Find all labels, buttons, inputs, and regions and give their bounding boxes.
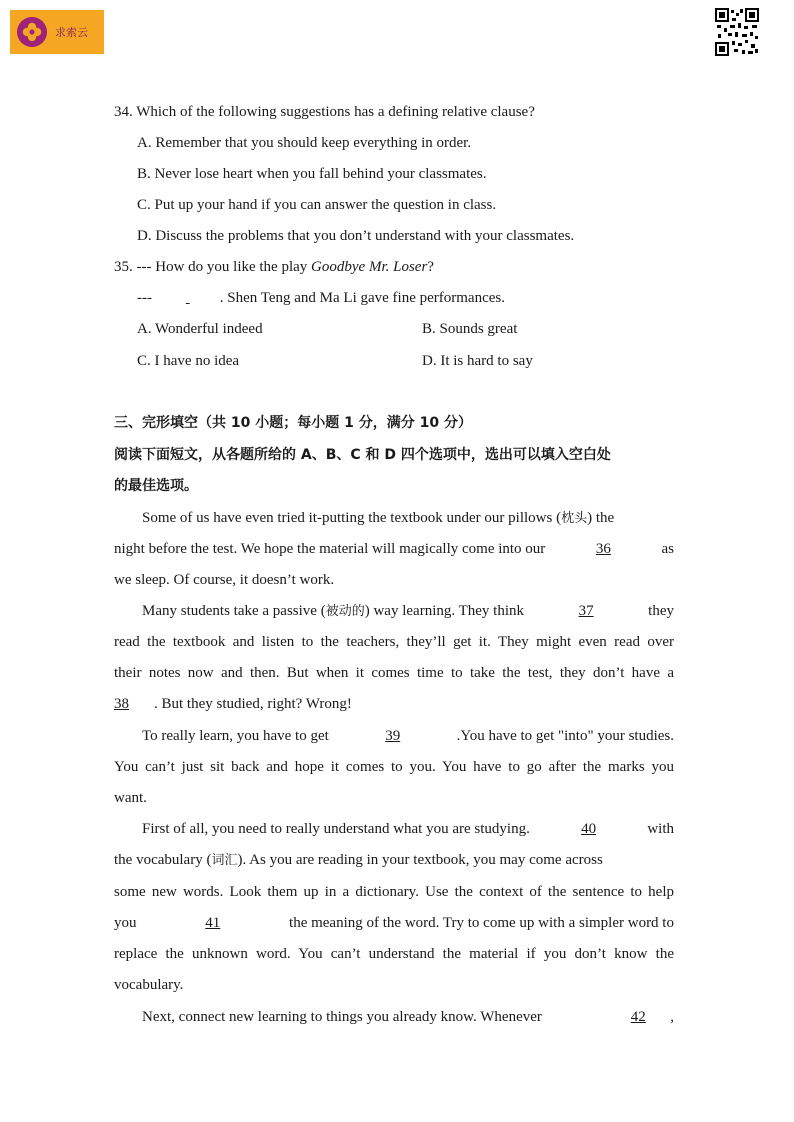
passage-p4-line1 <box>142 822 674 837</box>
q35-option-a: A. Wonderful indeed <box>137 321 263 337</box>
passage-p3-line3: want. <box>114 790 147 806</box>
p1-line1-part-a: Some of us have even tried it-putting the textbook under our pillows ( <box>142 510 562 526</box>
q35-reply-suffix: . Shen Teng and Ma Li gave fine performances. <box>219 290 505 306</box>
blank-39: 39 <box>385 728 401 744</box>
blank-40: 40 <box>581 821 597 837</box>
passage-p1-line2 <box>114 542 674 557</box>
p4-line1-text: First of all, you need to really understand what you are studying. <box>142 821 530 837</box>
p4-line2-part-b: ). As you are reading in your textbook, you may come across <box>237 852 603 868</box>
p5-line1-tail <box>606 1010 674 1025</box>
clover-icon <box>17 17 47 47</box>
passage-p2-line3: their notes now and then. But when it comes time to take the test, they don’t have a <box>114 665 674 681</box>
passage-p3-line1 <box>142 729 674 744</box>
passage-p1-line1 <box>142 511 674 526</box>
blank-36: 36 <box>595 541 611 557</box>
blank-38: 38 <box>114 696 129 712</box>
brand-logo <box>10 10 104 54</box>
section-instruction-line2: 的最佳选项。 <box>114 478 198 494</box>
q34-option-a: A. Remember that you should keep everything in order. <box>137 135 472 151</box>
q34-option-b: B. Never lose heart when you fall behind your classmates. <box>137 166 487 182</box>
q34-option-c: C. Put up your hand if you can answer the question in class. <box>137 197 497 213</box>
q35-stem-prefix: 35. --- How do you like the play <box>114 259 312 275</box>
p4-line4-part-a: you <box>114 915 137 931</box>
blank-37: 37 <box>578 603 594 619</box>
p2-line4-text: . But they studied, right? Wrong! <box>154 696 352 712</box>
p1-gloss-pillow: 枕头 <box>561 511 588 526</box>
passage-p4-line5: replace the unknown word. You can’t understand the material if you don’t know the <box>114 946 674 962</box>
q34-option-d: D. Discuss the problems that you don’t understand with your classmates. <box>137 228 575 244</box>
q35-answer-blank <box>156 291 220 306</box>
question-35-stem <box>114 260 434 275</box>
p5-line1-end: , <box>670 1009 674 1025</box>
section-heading: 三、完形填空（共 10 小题；每小题 1 分，满分 10 分） <box>114 415 472 431</box>
passage-p4-line6: vocabulary. <box>114 977 184 993</box>
q35-play-title: Goodbye Mr. Loser <box>311 259 428 275</box>
passage-p4-line2 <box>114 853 674 868</box>
q35-reply <box>137 291 505 306</box>
p1-line2-text: night before the test. We hope the material will magically come into our <box>114 541 546 557</box>
p4-line2-part-a: the vocabulary ( <box>114 852 212 868</box>
section-instruction-line1: 阅读下面短文，从各题所给的 A、B、C 和 D 四个选项中，选出可以填入空白处 <box>114 447 611 463</box>
p4-line4-part-b: the meaning of the word. Try to come up with a simpler word to <box>289 915 674 931</box>
p1-line2-end: as <box>661 541 674 557</box>
question-34-stem: 34. Which of the following suggestions has a defining relative clause? <box>114 104 535 120</box>
q35-stem-suffix: ? <box>427 259 434 275</box>
p5-line1-text: Next, connect new learning to things you already know. Whenever <box>142 1009 542 1025</box>
p2-line1-text <box>142 604 524 619</box>
p1-text-a <box>142 511 614 526</box>
p3-line1-part-a: To really learn, you have to get <box>142 728 329 744</box>
passage-p3-line2: You can’t just sit back and hope it comes to you. You have to go after the marks you <box>114 759 674 775</box>
p1-line1-part-b: ) the <box>587 510 615 526</box>
p2-gloss-passive: 被动的 <box>325 604 365 619</box>
passage-p1-line3: we sleep. Of course, it doesn’t work. <box>114 572 335 588</box>
q35-reply-prefix: --- <box>137 290 156 306</box>
p2-line1-part-b: ) way learning. They think <box>364 603 524 619</box>
passage-p5-line1 <box>142 1010 674 1025</box>
passage-p2-line1 <box>142 604 674 619</box>
q35-option-c: C. I have no idea <box>137 353 240 369</box>
qr-code-icon <box>714 5 760 62</box>
q35-option-d: D. It is hard to say <box>422 353 533 369</box>
p2-line1-part-a: Many students take a passive ( <box>142 603 326 619</box>
passage-p4-line3: some new words. Look them up in a dictionary. Use the context of the sentence to help <box>114 884 674 900</box>
passage-p2-line4 <box>114 697 352 712</box>
p4-line1-end: with <box>647 821 674 837</box>
passage-p2-line2: read the textbook and listen to the teachers, they’ll get it. They might even read over <box>114 634 674 650</box>
passage-p4-line4 <box>114 916 674 931</box>
p4-line2-text <box>114 853 603 868</box>
p3-line1-part-b: .You have to get "into" your studies. <box>456 728 674 744</box>
q35-option-b: B. Sounds great <box>422 321 518 337</box>
logo-text: 求索云 <box>55 26 88 39</box>
blank-41: 41 <box>205 915 221 931</box>
p2-line1-end: they <box>648 603 674 619</box>
p4-gloss-vocabulary: 词汇 <box>211 853 238 868</box>
blank-42: 42 <box>630 1009 646 1025</box>
